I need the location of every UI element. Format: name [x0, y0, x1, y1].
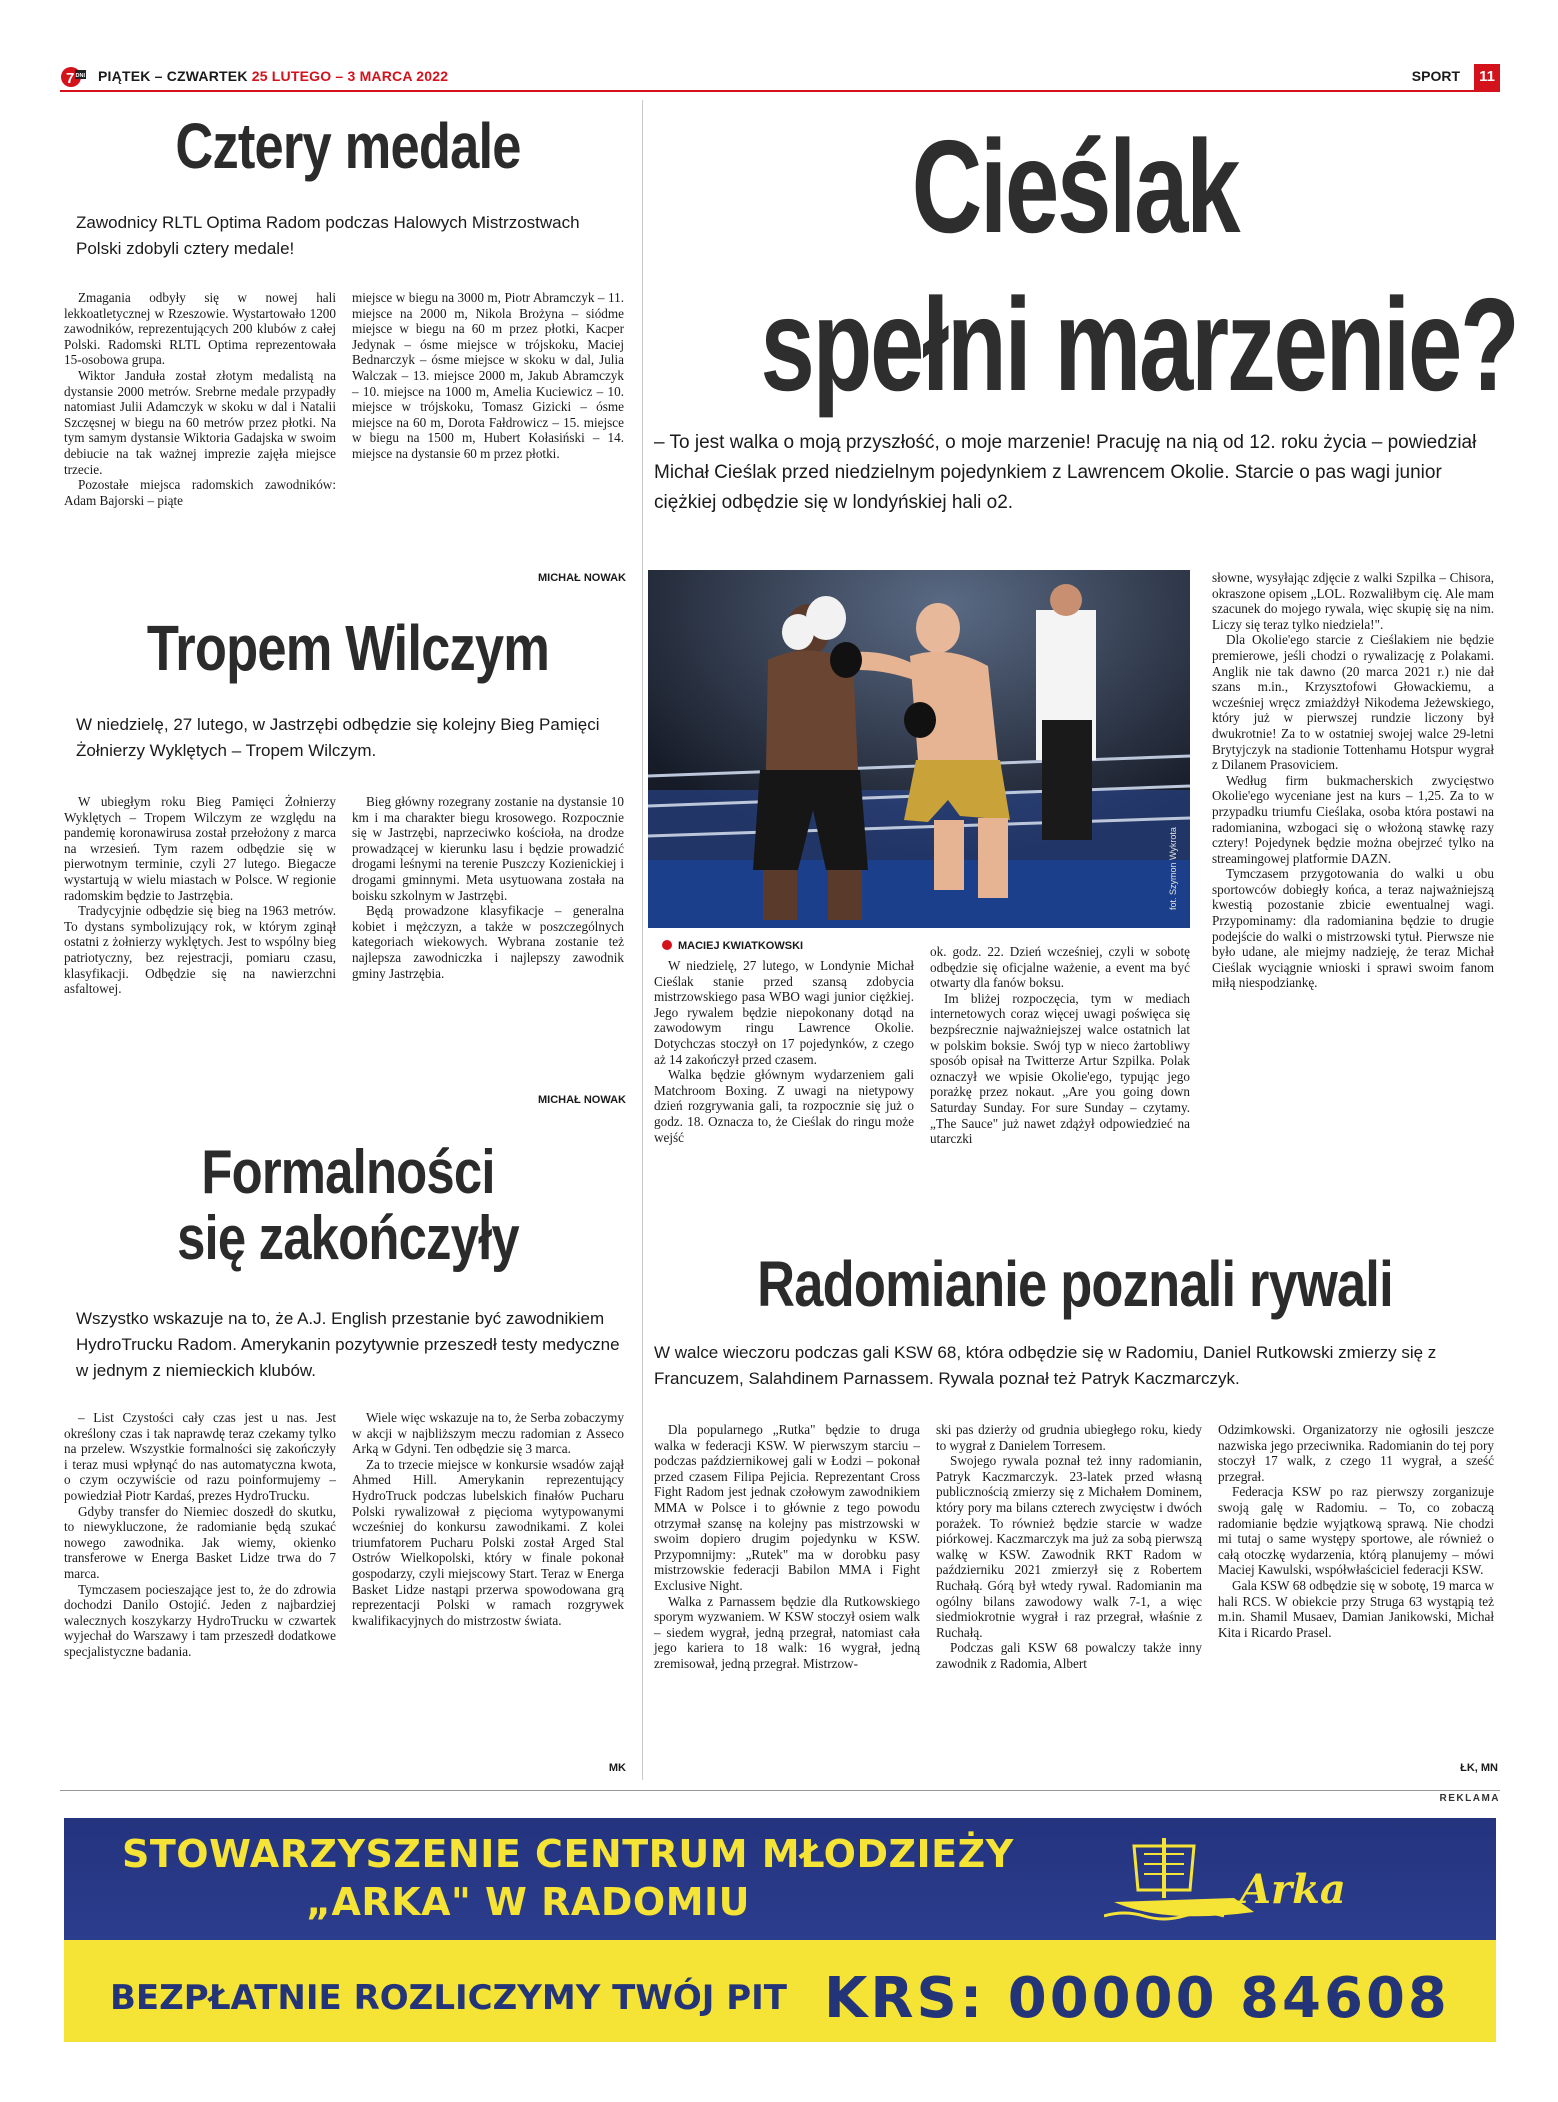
paragraph: Według firm bukmacherskich zwycięstwo Okolie'ego wyceniane jest na kurs – 1,25. Za to w przypadku triumfu Cieślaka, osoba która postawi na radomianina, wzbogaci się o włożoną stawkę razy cztery! Pojedynek będzie można obejrzeć tylko na streamingowej platformie DAZN.	[1212, 772, 1494, 866]
boxing-photo	[648, 570, 1190, 928]
page-number: 11	[1474, 64, 1500, 90]
paragraph: Walka będzie głównym wydarzeniem gali Matchroom Boxing. Z uwagi na nietypowy dzień rozgrywania gali, ta rozpocznie się już o godz. 18. Oznacza to, że Cieślak do ringu może wejść	[654, 1067, 914, 1145]
article-lead: – To jest walka o moją przyszłość, o moje marzenie! Pracuję na nią od 12. roku życia – powiedział Michał Cieślak przed niedzielnym pojedynkiem z Lawrencem Okolie. Starcie o pas wagi junior ciężkiej odbędzie się w londyńskiej hali o2.	[654, 432, 1477, 513]
ad-org-name: STOWARZYSZENIE CENTRUM MŁODZIEŻY	[122, 1832, 1014, 1876]
photo-author-name: MACIEJ KWIATKOWSKI	[678, 940, 804, 952]
article-column	[352, 290, 624, 462]
paragraph: Zmagania odbyły się w nowej hali lekkoatletycznej w Rzeszowie. Wystartowało 1200 zawodników, reprezentujących 200 klubów z całej Polski. Radomski RLTL Optima reprezentowała 15-osobowa grupa.	[64, 290, 336, 368]
article-lead: W walce wieczoru podczas gali KSW 68, która odbędzie się w Radomiu, Daniel Rutkowski zmierzy się z Francuzem, Salahdinem Parnassem. Rywala poznał też Patryk Kaczmarczyk.	[654, 1343, 1437, 1388]
paragraph: Tymczasem pocieszające jest to, że do zdrowia dochodzi Danilo Ostojić. Jeden z najbardziej walecznych koszykarzy HydroTrucku w czwartek wyjechał do Warszawy i tam przeszedł dodatkowe specjalistyczne badania.	[64, 1581, 336, 1659]
paragraph: Im bliżej rozpoczęcia, tym w mediach internetowych coraz więcej uwagi poświęca się bezpśrecznie najważniejszej walce ostatnich lat w polskim boksie. Swój typ w nieco żartobliwy sposób opisał na Twitterze Artur Szpilka. Polak oznaczył we wpisie Okolie'ego, typując jego porażkę przez nokaut. „Are you going down Saturday Sunday. For sure Sunday – czytamy. „The Sauce" już nawet zdążył odpowiedzieć na utarczki	[930, 990, 1190, 1147]
ad-org-city: „ARKA" W RADOMIU	[306, 1880, 750, 1924]
ad-krs-number: KRS: 00000 84608	[824, 1966, 1450, 2031]
title-line: się zakończyły	[177, 1204, 519, 1273]
article-column	[936, 1422, 1202, 1672]
article-title-cieslak	[760, 108, 1518, 424]
photo-author	[662, 940, 803, 952]
article-lead: W niedzielę, 27 lutego, w Jastrzębi odbędzie się kolejny Bieg Pamięci Żołnierzy Wyklętych – Tropem Wilczym.	[76, 715, 600, 760]
paragraph: W niedzielę, 27 lutego, w Londynie Michał Cieślak stanie przed szansą zdobycia mistrzowskiego pasa WBO wagi junior ciężkiej. Jego rywalem będzie niepokonany dotąd na zawodowym ringu Lawrence Okolie. Dotychczas stoczył on 17 pojedynków, z czego aż 14 zakończył przed czasem.	[654, 958, 914, 1067]
section-name: SPORT	[1411, 68, 1460, 84]
paragraph: Będą prowadzone klasyfikacje – generalna kobiet i mężczyzn, a także w poszczególnych kategoriach wiekowych. Wybrana zostanie też najlepsza zawodniczka i najlepszy zawodnik gminy Jastrzębia.	[352, 903, 624, 981]
article-author: ŁK, MN	[1460, 1762, 1498, 1774]
article-title-cztery-medale: Cztery medale	[175, 110, 521, 182]
article-author: MICHAŁ NOWAK	[538, 572, 626, 584]
article-column	[1218, 1422, 1494, 1640]
paragraph: Federacja KSW po raz pierwszy zorganizuje swoją galę w Radomiu. – To, co zobaczą radomianie będzie wyjątkową sprawą. Nie chodzi mi tutaj o same występy sportowe, ale również o całą otoczkę wydarzenia, którą planujemy – mówi Maciej Kawulski, współwłaściciel federacji KSW.	[1218, 1484, 1494, 1578]
article-column	[930, 944, 1190, 1147]
title-line: Cieślak	[911, 113, 1239, 260]
article-title-tropem-wilczym: Tropem Wilczym	[146, 612, 550, 684]
paragraph: Podczas gali KSW 68 powalczy także inny zawodnik z Radomia, Albert	[936, 1640, 1202, 1671]
newspaper-logo	[60, 66, 86, 88]
title-line: spełni marzenie?	[760, 271, 1518, 418]
article-author: MK	[608, 1762, 626, 1774]
page-header	[60, 64, 1500, 90]
paragraph: Gdyby transfer do Niemiec doszedł do skutku, to niewykluczone, że radomianie będą szukać nowego zawodnika. Jak wiemy, okienko transferowe w Energa Basket Lidze trwa do 7 marca.	[64, 1503, 336, 1581]
article-column	[64, 794, 336, 997]
svg-text:DNI: DNI	[75, 73, 85, 79]
article-column	[64, 290, 336, 508]
title-line: Formalności	[201, 1138, 495, 1207]
advertisement-banner[interactable]	[64, 1818, 1496, 2042]
paragraph: Wiktor Janduła został złotym medalistą na dystansie 2000 metrów. Srebrne medale przypadły natomiast Julii Adamczyk w skoku w dal i Natalii Szczęsnej w biegu na 60 metrów przez płotki. Na tym samym dystansie Wiktoria Gadajska w swoim debiucie na tak ważnej imprezie zajęła miejsce trzecie.	[64, 367, 336, 477]
issue-days: PIĄTEK – CZWARTEK	[98, 68, 248, 84]
article-column	[1212, 570, 1494, 991]
article-lead: Zawodnicy RLTL Optima Radom podczas Halowych Mistrzostwach Polski zdobyli cztery medale!	[76, 213, 580, 258]
advertisement-label-text: REKLAMA	[1439, 1793, 1500, 1804]
paragraph: Pozostałe miejsca radomskich zawodników: Adam Bajorski – piąte	[64, 477, 336, 508]
paragraph: Za to trzecie miejsce w konkursie wsadów zajął Ahmed Hill. Amerykanin reprezentujący HydroTruck podczas lubelskich finałów Pucharu Polski rywalizował z pięcioma wytypowanymi wcześniej do konkursu zawodnikami. Z kolei triumfatorem Pucharu Polski został Arged Stal Ostrów Wielkopolski, który w finale pokonał gospodarzy, czyli miejscowy Start. Teraz w Energa Basket Lidze nastąpi przerwa spowodowana grą reprezentacji Polski w ramach rozgrywek kwalifikacyjnych do mistrzostw świata.	[352, 1456, 624, 1628]
paragraph: Gala KSW 68 odbędzie się w sobotę, 19 marca w hali RCS. W obiekcie przy Struga 63 wystąpią też m.in. Shamil Musaev, Damian Janikowski, Michał Kita i Ricardo Prasel.	[1218, 1577, 1494, 1640]
paragraph: Tradycyjnie odbędzie się bieg na 1963 metrów. To dystans symbolizujący rok, w którym zginął ostatni z żołnierzy wyklętych. Jest to wspólny bieg patriotyczny, bez rejestracji, pomiaru czasu, klasyfikacji. Odbędzie się na nawierzchni asfaltowej.	[64, 903, 336, 997]
article-column	[654, 958, 914, 1145]
paragraph: Walka z Parnassem będzie dla Rutkowskiego sporym wyzwaniem. W KSW stoczył osiem walk – siedem wygrał, jedną przegrał, natomiast cała jego kariera to 18 walk: 16 wygrał, jedną zremisował, jedną przegrał. Mistrzow-	[654, 1593, 920, 1671]
paragraph: – List Czystości cały czas jest u nas. Jest określony czas i tak naprawdę teraz czekamy tylko na przelew. Wszystkie formalności się zakończyły i teraz musi wpłynąć do nas automatyczna kwota, o czym oczywiście od razu poinformujemy – powiedział Piotr Kardaś, prezes HydroTrucku.	[64, 1410, 336, 1503]
ad-pit-offer: BEZPŁATNIE ROZLICZYMY TWÓJ PIT	[110, 1978, 787, 2018]
article-author: MICHAŁ NOWAK	[538, 1094, 626, 1106]
article-lead: Wszystko wskazuje na to, że A.J. English przestanie być zawodnikiem HydroTrucku Radom. Amerykanin pozytywnie przeszedł testy medyczne w jednym z niemieckich klubów.	[76, 1309, 620, 1380]
column-divider	[642, 100, 643, 1780]
paragraph: W ubiegłym roku Bieg Pamięci Żołnierzy Wyklętych – Tropem Wilczym ze względu na pandemię koronawirusa został przełożony z marca na wrzesień. Tym razem odbędzie się w pierwotnym terminie, czyli 27 lutego. Biegacze wystartują w wielu miastach w Polsce. W regionie radomskim będzie to Jastrzębia.	[64, 794, 336, 903]
article-column	[64, 1410, 336, 1660]
article-title-radomianie: Radomianie poznali rywali	[757, 1248, 1393, 1320]
paragraph: Bieg główny rozegrany zostanie na dystansie 10 km i ma charakter biegu krosowego. Rozpocznie się w Jastrzębi, naprzeciwko kościoła, na drodze prowadzącej w kierunku lasu i będzie prowadzić drogami leśnymi na terenie Puszczy Kozienickiej i drogami gminnymi. Meta usytuowana została na boisku szkolnym w Jastrzębi.	[352, 794, 624, 903]
paragraph: Dla Okolie'ego starcie z Cieślakiem nie będzie premierowe, jeśli chodzi o rywalizację z Polakami. Anglik nie tak dawno (20 marca 2021 r.) nie dał szans m.in., Krzysztofowi Głowackiemu, a wcześniej wręcz zmiażdżył Nikodema Jeżewskiego, który już w pierwszej rundzie liczony był dwukrotnie! Za to w ostatniej swojej walce 29-letni Brytyjczyk na stadionie Tottenhamu Hotspur wygrał z Dilanem Prasoviciem.	[1212, 632, 1494, 773]
paragraph: ok. godz. 22. Dzień wcześniej, czyli w sobotę odbędzie się oficjalne ważenie, a event ma być otwarty dla fanów boksu.	[930, 944, 1190, 991]
ad-logo-text: Arka	[1240, 1866, 1346, 1913]
article-column	[352, 794, 624, 981]
paragraph: Swojego rywala poznał też inny radomianin, Patryk Kaczmarczyk. 23-latek przed własną publicznością zmierzy się z Michałem Dominem, który pory ma bilans czterech zwycięstw i dwóch porażek. To również będzie starcie w wadze piórkowej. Kaczmarczyk ma już za sobą pierwszą walkę w KSW. Zawodnik RKT Radom w październiku 2021 zmierzył się z Robertem Ruchałą. Górą był wtedy rywal. Radomianin ma ogólny bilans zawodowy walk 7-1, a więc siedmiokrotnie wygrał i raz przegrał, właśnie z Ruchałą.	[936, 1453, 1202, 1640]
issue-dates	[98, 68, 448, 84]
article-title-formalnosci	[112, 1140, 584, 1272]
paragraph: ski pas dzierży od grudnia ubiegłego roku, kiedy to wygrał z Danielem Torresem.	[936, 1422, 1202, 1453]
issue-date-range: 25 LUTEGO – 3 MARCA 2022	[251, 68, 449, 84]
paragraph: słowne, wysyłając zdjęcie z walki Szpilka – Chisora, okraszone opisem „LOL. Rozwaliłbym cię. Ale mam szacunek do mojego rywala, więc skupię się na nim. Liczy się teraz tylko niedziela!".	[1212, 570, 1494, 632]
photo-credit: fot. Szymon Wykrota	[1168, 827, 1178, 910]
paragraph: miejsce w biegu na 3000 m, Piotr Abramczyk – 11. miejsce na 2000 m, Nikola Brożyna – siódme miejsce w biegu na 60 m przez płotki, Kacper Jedynak – ósme miejsce w trójskoku, Maciej Bednarczyk – ósme miejsce w skoku w dal, Julia Walczak – 13. miejsce 2000 m, Jakub Abramczyk – 10. miejsce na 1000 m, Amelia Kuciewicz – 10. miejsce w trójskoku, Tomasz Gizicki – ósme miejsce na 60 m, Dorota Fałdrowicz – 15. miejsce w biegu na 1500 m, Hubert Kołasiński – 14. miejsce na dystansie 60 m przez płotki.	[352, 290, 624, 461]
advertisement-label	[60, 1790, 1500, 1802]
paragraph: Wiele więc wskazuje na to, że Serba zobaczymy w akcji w najbliższym meczu radomian z Asseco Arką w Gdyni. Ten odbędzie się 3 marca.	[352, 1410, 624, 1457]
svg-text:7: 7	[66, 70, 75, 87]
article-column	[352, 1410, 624, 1628]
paragraph: Odzimkowski. Organizatorzy nie ogłosili jeszcze nazwiska jego przeciwnika. Radomianin do tej pory stoczył 17 walk, z czego 11 wygrał, a sześć przegrał.	[1218, 1422, 1494, 1484]
article-column	[654, 1422, 920, 1672]
header-rule	[60, 90, 1500, 92]
bullet-dot	[662, 940, 672, 950]
paragraph: Tymczasem przygotowania do walki u obu sportowców dobiegły końca, a teraz najważniejszą kwestią pozostanie zbicie ewentualnej wagi. Przypominamy: dla radomianina będzie to drugie podejście do walki o mistrzowski tytuł. Pierwsze nie było udane, ale miejmy nadzieję, że teraz Michał Cieślak wyciągnie wnioski i sprawi swoim fanom miłą niespodziankę.	[1212, 866, 1494, 991]
paragraph: Dla popularnego „Rutka" będzie to druga walka w federacji KSW. W pierwszym starciu – podczas październikowej gali w Łodzi – pokonał przed czasem Filipa Pejicia. Reprezentant Cross Fight Radom jest jednak czołowym zawodnikiem MMA w Polsce i to głównie z tego powodu otrzymał szansę na kolejny pas mistrzowski w swoim dopiero drugim pojedynku w KSW. Przypomnijmy: „Rutek" ma w dorobku pasy mistrzowskie federacji Babilon MMA i Fight Exclusive Night.	[654, 1422, 920, 1593]
